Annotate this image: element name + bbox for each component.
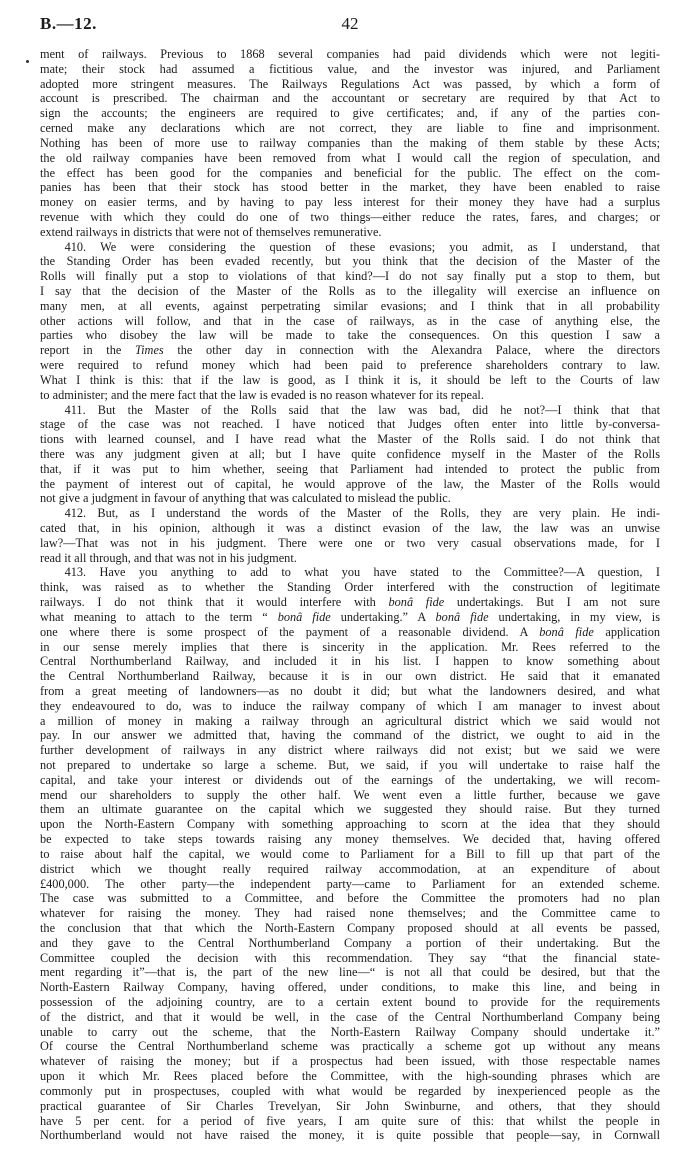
text-line: the old railway companies have been removed from what I would call the region of speculation, and xyxy=(40,150,660,165)
paragraph-q412 xyxy=(40,506,660,565)
page-number: 42 xyxy=(341,14,359,33)
margin-mark xyxy=(26,60,29,63)
paragraph-q410 xyxy=(40,240,660,403)
text-line: mend our shareholders to supply the other half. We went even a little further, because we gave xyxy=(40,787,660,802)
text-line: the payment of interest out of capital, he would approve of the law, the Master of the Rolls would xyxy=(40,476,660,491)
text-line: from a great meeting of landowners—as no doubt it did; but what the landowners desired, and what xyxy=(40,683,660,698)
text-line: practical guarantee of Sir Charles Trevelyan, Sir John Swinburne, and others, that they should xyxy=(40,1098,660,1113)
text-line: to administer; and the mere fact that the law is evaded is no reason whatever for its repeal. xyxy=(40,387,484,402)
text-line: revenue with which they could do one of two things—either reduce the rates, fares, and charges; or xyxy=(40,209,660,224)
text-line: there was any judgment given at all; but I have quite confidence myself in the Master of the Rolls xyxy=(40,446,660,461)
text-line: of the district, and that it would be well, in the case of the Central Northumberland Company being xyxy=(40,1009,660,1024)
text-line: think, was raised as to whether the Standing Order interfered with the construction of legitimate xyxy=(40,580,660,595)
text-line: stage of the case was not reached. I have noticed that Judges often enter into little by-conversa- xyxy=(40,417,660,432)
text-line: the Central Northumberland Railway, because it is in our own district. He said that it emanated xyxy=(40,669,660,684)
text-line: in our sense merely implies that there is sincerity in the application. Mr. Rees referred to the xyxy=(40,639,660,654)
text-line: further development of railways in any district where railways did not exist; but we said we were xyxy=(40,743,660,758)
text-line: ment regarding it”—that is, the part of the new line—“ is not all that could be desired, but that the xyxy=(40,965,660,980)
text-line: whatever of raising the money; but if a prospectus had been issued, with those respectable names xyxy=(40,1054,660,1069)
text-line: them an ultimate guarantee on the capital which we suggested they should raise. But they turned xyxy=(40,802,660,817)
text-line: Rolls will finally put a stop to violations of that kind?—I do not say finally put a stop to them, but xyxy=(40,269,660,284)
text-line: not prepared to undertake so large a scheme. But, we said, if you will undertake to raise half the xyxy=(40,758,660,772)
text-line: Northumberland would not have raised the money, it is quite possible that people—say, in Cornwall xyxy=(40,1128,660,1143)
text-line: one where there is some prospect of the payment of a reasonable dividend. A bonâ fide application xyxy=(40,624,660,639)
text-line: not give a judgment in favour of anything that was calculated to mislead the public. xyxy=(40,491,451,506)
text-line: 412. But, as I understand the words of the Master of the Rolls, they are very plain. He indi- xyxy=(64,506,660,521)
text-line: many men, at all events, against perpetrating similar evasions; and I think that in all probability xyxy=(40,298,660,313)
text-line: that, if it was put to him whether, seeing that Parliament had intended to protect the public from xyxy=(40,461,660,476)
text-line: they endeavoured to do, was to induce the railway company of which I am manager to invest about xyxy=(40,698,660,713)
text-line: whatever for raising the money. They had raised none themselves; and the Committee came to xyxy=(40,906,660,921)
body-text xyxy=(40,47,660,1143)
text-line: 413. Have you anything to add to what you have stated to the Committee?—A question, I xyxy=(64,565,660,580)
document-reference: B.—12. xyxy=(40,14,97,33)
text-line: parties who disobey the law will be made to take the consequences. On this question I saw a xyxy=(40,328,660,343)
text-line: tions with learned counsel, and I have read what the Master of the Rolls said. I do not think that xyxy=(40,432,660,447)
text-line: money on easier terms, and by having to pay less interest for their money they have had a surplus xyxy=(40,195,660,210)
text-line: a million of money in making a railway through an agricultural district which we said would not xyxy=(40,713,660,728)
text-line: the Standing Order has been evaded recently, but you think that the decision of the Master of the xyxy=(40,254,660,269)
text-line: law?—That was not in his judgment. There were one or two very casual observations made, for I xyxy=(40,535,660,550)
text-line: sign the accounts; the engineers are required to give certificates; and, if any of the parties con- xyxy=(40,106,660,121)
text-line: read it all through, and that was not in his judgment. xyxy=(40,550,297,565)
text-line: Central Northumberland Railway, and included it in his list. I happen to know something about xyxy=(40,654,660,669)
text-line: 410. We were considering the question of these evasions; you admit, as I understand, that xyxy=(64,239,660,254)
text-line: commonly put in prospectuses, coupled with what would be regarded by inexperienced people as the xyxy=(40,1083,660,1098)
text-line: Nothing has been of more use to railway companies than the making of them stable by these Acts; xyxy=(40,135,660,150)
text-line: cated that, in his opinion, although it was a distinct evasion of the law, the law was an unwise xyxy=(40,521,660,535)
text-line: the effect has been good for the companies and beneficial for the public. The effect on the com- xyxy=(40,165,660,180)
text-line: The case was submitted to a Committee, and before the Committee the promoters had no plan xyxy=(40,891,660,906)
paragraph-q413 xyxy=(40,565,660,1143)
paragraph-q411 xyxy=(40,403,660,507)
text-line: capital, and take your interest or dividends out of the earnings of the undertaking, we will recom- xyxy=(40,772,660,787)
text-line: upon the North-Eastern Company with something approaching to scorn at the idea that they should xyxy=(40,817,660,832)
text-line: account is prescribed. The chairman and the accountant or secretary are required by that Act to xyxy=(40,91,660,106)
text-line: 411. But the Master of the Rolls said that the law was bad, did he not?—I think that that xyxy=(64,402,660,417)
text-line: report in the Times the other day in connection with the Alexandra Palace, where the directors xyxy=(40,343,660,358)
text-line: unable to carry out the scheme, that the North-Eastern Railway Company should undertake it.” xyxy=(40,1024,660,1039)
text-line: be expected to take steps towards raising any money themselves. We decided that, having offered xyxy=(40,832,660,847)
text-line: possession of the adjoining country, are to a certain extent bound to provide for the requirements xyxy=(40,995,660,1009)
text-line: panies has been that their stock has stood better in the market, they have been enabled to raise xyxy=(40,180,660,195)
text-line: ment of railways. Previous to 1868 several companies had paid dividends which were not legiti- xyxy=(40,47,660,61)
text-line: adopted more stringent measures. The Railways Regulations Act was passed, by which a form of xyxy=(40,76,660,91)
paragraph-continued xyxy=(40,47,660,240)
text-line: £400,000. The other party—the independent party—came to Parliament for an extended scheme. xyxy=(40,876,660,891)
text-line: to raise about half the capital, we would come to Parliament for a Bill to fill up that part of the xyxy=(40,846,660,861)
text-line: I say that the decision of the Master of the Rolls as to the illegality will exercise an influence on xyxy=(40,284,660,298)
text-line: mate; their stock had assumed a fictitious value, and the investor was injured, and Parliament xyxy=(40,61,660,76)
text-line: extend railways in districts that were not of themselves remunerative. xyxy=(40,224,382,239)
text-line: the conclusion that that which the North-Eastern Company proposed should at all events be passed, xyxy=(40,920,660,935)
text-line: other actions will follow, and that in the case of railways, as in the case of anything else, the xyxy=(40,313,660,328)
text-line: What I think is this: that if the law is good, as I think it is, it should be left to the Courts of law xyxy=(40,372,660,387)
text-line: and they gave to the Central Northumberland Company a portion of their undertaking. But the xyxy=(40,935,660,950)
text-line: North-Eastern Railway Company, having offered, under conditions, to make this line, and being in xyxy=(40,980,660,995)
text-line: have 5 per cent. for a period of five years, I am quite sure of this: that whilst the people in xyxy=(40,1113,660,1128)
page-header xyxy=(40,14,660,38)
text-line: were required to refund money which had been paid to preference shareholders contrary to law. xyxy=(40,358,660,373)
text-line: district which we thought really required railway accommodation, at an expenditure of about xyxy=(40,861,660,876)
text-line: cerned make any declarations which are not correct, they are liable to fine and imprisonment. xyxy=(40,121,660,136)
text-line: pay. In our answer we admitted that, having the command of the district, we ought to aid in the xyxy=(40,728,660,743)
text-line: upon it which Mr. Rees placed before the Committee, with the high-sounding phrases which are xyxy=(40,1069,660,1084)
text-line: Of course the Central Northumberland scheme was practically a scheme got up without any means xyxy=(40,1039,660,1054)
text-line: Committee coupled the decision with this recommendation. They say “that the financial state- xyxy=(40,950,660,965)
text-line: railways. I do not think that it would interfere with bonâ fide undertakings. But I am not sure xyxy=(40,595,661,610)
text-line: what meaning to attach to the term “ bonâ fide undertaking.” A bonâ fide undertaking, in my view, is xyxy=(40,609,661,624)
